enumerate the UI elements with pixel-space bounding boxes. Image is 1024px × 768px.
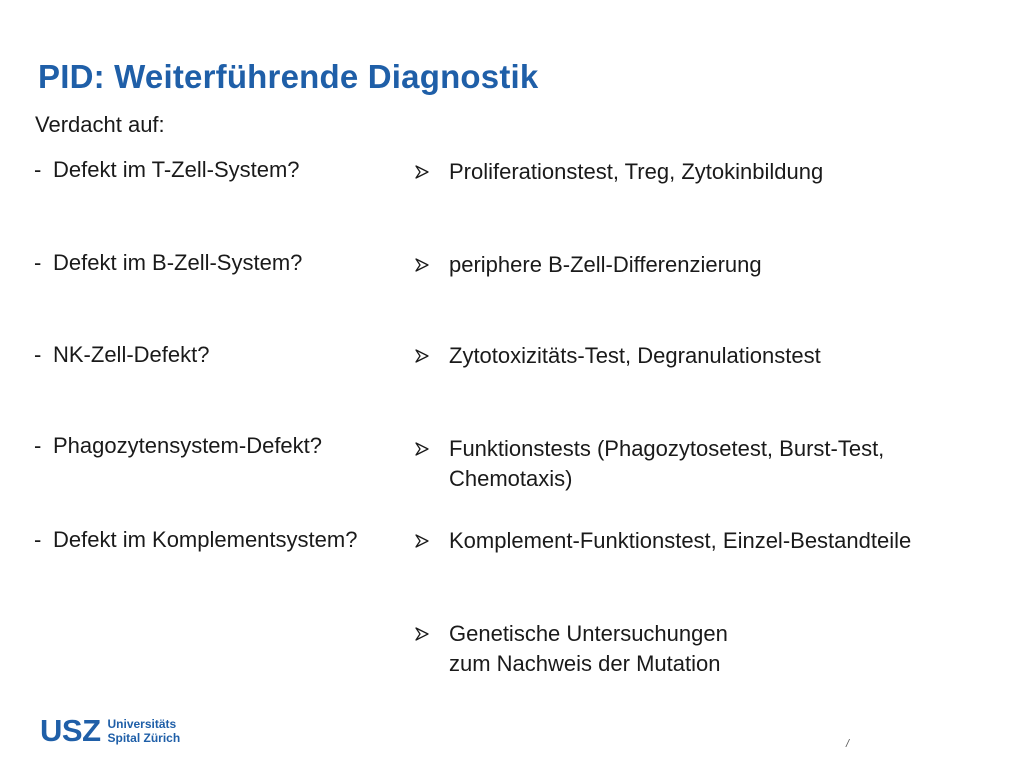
right-item-label: Proliferationstest, Treg, Zytokinbildung xyxy=(449,159,824,184)
left-item xyxy=(34,527,357,553)
arrow-bullet-icon xyxy=(415,442,429,456)
dash-bullet: - xyxy=(34,342,42,367)
logo-line-2: Spital Zürich xyxy=(107,731,181,745)
right-item-label: Genetische Untersuchungen zum Nachweis der Mutation xyxy=(449,621,728,676)
left-item xyxy=(34,342,209,368)
right-item xyxy=(415,619,1015,679)
right-item xyxy=(415,434,1015,494)
arrow-bullet-icon xyxy=(415,258,429,272)
right-item xyxy=(415,157,1015,187)
right-item-label: Komplement-Funktionstest, Einzel-Bestandteile xyxy=(449,528,912,553)
arrow-bullet-icon xyxy=(415,165,429,179)
logo-text xyxy=(108,717,181,745)
dash-bullet: - xyxy=(34,250,42,275)
right-item xyxy=(415,341,1015,371)
dash-bullet: - xyxy=(34,157,42,182)
left-item-label: NK-Zell-Defekt? xyxy=(53,342,210,367)
left-item-label: Defekt im Komplementsystem? xyxy=(53,527,358,552)
slide-title: PID: Weiterführende Diagnostik xyxy=(38,58,539,95)
arrow-bullet-icon xyxy=(415,627,429,641)
page-number: / xyxy=(846,738,850,750)
arrow-bullet-icon xyxy=(415,349,429,363)
left-item-label: Defekt im B-Zell-System? xyxy=(53,250,303,275)
left-item xyxy=(34,157,300,183)
dash-bullet: - xyxy=(34,433,42,458)
dash-bullet: - xyxy=(34,527,42,552)
left-item-label: Phagozytensystem-Defekt? xyxy=(53,433,323,458)
logo-mark: USZ xyxy=(40,713,101,748)
slide-subtitle: Verdacht auf: xyxy=(35,112,165,137)
left-item-label: Defekt im T-Zell-System? xyxy=(53,157,300,182)
right-item xyxy=(415,526,1015,556)
left-item xyxy=(34,250,302,276)
right-item-label: periphere B-Zell-Differenzierung xyxy=(449,252,762,277)
right-item-label: Funktionstests (Phagozytosetest, Burst-Test, Chemotaxis) xyxy=(449,436,885,491)
right-item-label: Zytotoxizitäts-Test, Degranulationstest xyxy=(449,343,821,368)
usz-logo xyxy=(40,715,180,747)
logo-line-1: Universitäts xyxy=(107,717,177,731)
left-item xyxy=(34,433,322,459)
arrow-bullet-icon xyxy=(415,534,429,548)
right-item xyxy=(415,250,1015,280)
